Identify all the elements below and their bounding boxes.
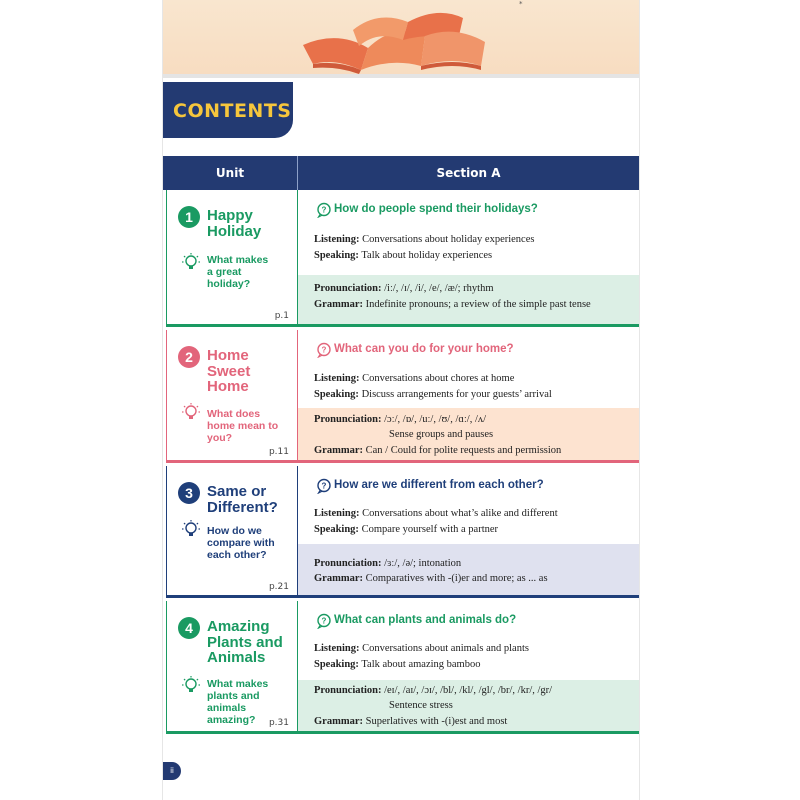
pronunciation-line-label: Pronunciation: — [314, 414, 382, 425]
unit-big-question: What makes plants and animals amazing? — [207, 678, 269, 726]
lightbulb-icon — [181, 252, 201, 272]
listening-line-text: Conversations about animals and plants — [362, 643, 529, 654]
question-bubble-icon — [316, 613, 332, 629]
pronunciation-line — [314, 685, 552, 696]
table-header — [163, 156, 639, 190]
pronunciation-line-text: /ɜː/, /ə/; intonation — [384, 558, 462, 569]
listening-line-label: Listening: — [314, 508, 360, 519]
grammar-line — [314, 299, 591, 310]
unit-big-question: What does home mean to you? — [207, 408, 279, 444]
grammar-line-text: Can / Could for polite requests and permission — [365, 445, 562, 456]
speaking-line-text: Compare yourself with a partner — [361, 524, 499, 535]
unit-title: Happy Holiday — [207, 207, 262, 240]
unit-number-badge: 2 — [178, 346, 200, 368]
unit-page-reference: p.11 — [268, 447, 289, 457]
grammar-line-label: Grammar: — [314, 299, 363, 310]
unit-number-badge: 3 — [178, 482, 200, 504]
textbook-page — [162, 0, 640, 800]
unit-page-reference: p.21 — [268, 582, 289, 592]
speaking-line — [314, 659, 480, 670]
listening-line — [314, 234, 534, 245]
question-bubble-icon — [316, 478, 332, 494]
unit-title: Same or Different? — [207, 483, 278, 516]
speaking-line-text: Discuss arrangements for your guests’ arrival — [361, 389, 552, 400]
listening-line-text: Conversations about chores at home — [362, 373, 515, 384]
pronunciation-line-text: /iː/, /ɪ/, /i/, /e/, /æ/; rhythm — [384, 283, 494, 294]
column-header-section-a: Section A — [436, 166, 501, 180]
listening-line-label: Listening: — [314, 234, 360, 245]
lightbulb-icon — [181, 675, 201, 695]
unit-big-question: What makes a great holiday? — [207, 254, 269, 290]
lightbulb-icon — [181, 519, 201, 539]
unit-info-cell — [166, 330, 298, 463]
pronunciation-line-label: Pronunciation: — [314, 685, 382, 696]
grammar-line-label: Grammar: — [314, 716, 363, 727]
grammar-line — [314, 573, 548, 584]
question-bubble-icon — [316, 342, 332, 358]
unit-info-cell — [166, 190, 298, 327]
svg-text:?: ? — [321, 481, 327, 491]
banner-divider — [163, 74, 639, 78]
unit-number-badge: 4 — [178, 617, 200, 639]
listening-line — [314, 643, 529, 654]
contents-heading-tab — [163, 82, 293, 138]
pronunciation-line — [314, 558, 461, 569]
speaking-line-label: Speaking: — [314, 659, 359, 670]
section-question: What can you do for your home? — [334, 343, 514, 355]
unit-bottom-rule — [166, 731, 639, 734]
speaking-line-label: Speaking: — [314, 389, 359, 400]
grammar-line — [314, 445, 561, 456]
pronunciation-line-text: /ɔː/, /ɒ/, /uː/, /ʊ/, /ɑː/, /ʌ/ — [384, 414, 487, 425]
section-question: How do people spend their holidays? — [334, 203, 538, 215]
unit-row — [163, 190, 639, 327]
pronunciation-line-label: Pronunciation: — [314, 283, 382, 294]
pronunciation-line — [314, 414, 486, 425]
grammar-line — [314, 716, 507, 727]
unit-row — [163, 330, 639, 463]
unit-page-reference: p.1 — [274, 311, 289, 321]
grammar-line-label: Grammar: — [314, 445, 363, 456]
grammar-line-label: Grammar: — [314, 573, 363, 584]
listening-line — [314, 508, 558, 519]
unit-info-cell — [166, 601, 298, 734]
unit-bottom-rule — [166, 595, 639, 598]
listening-line-label: Listening: — [314, 643, 360, 654]
question-bubble-icon — [316, 202, 332, 218]
unit-number-badge: 1 — [178, 206, 200, 228]
lightbulb-icon — [181, 402, 201, 422]
unit-title: Amazing Plants and Animals — [207, 618, 283, 666]
unit-row — [163, 601, 639, 734]
section-question: What can plants and animals do? — [334, 614, 517, 626]
open-book-illustration — [163, 0, 639, 78]
svg-text:?: ? — [321, 205, 327, 215]
grammar-line-text: Superlatives with -(i)est and most — [365, 716, 508, 727]
listening-line-label: Listening: — [314, 373, 360, 384]
pronunciation-line — [314, 283, 494, 294]
listening-line — [314, 373, 514, 384]
unit-page-reference: p.31 — [268, 718, 289, 728]
pronunciation-line-label: Pronunciation: — [314, 558, 382, 569]
section-question: How are we different from each other? — [334, 479, 544, 491]
unit-info-cell — [166, 466, 298, 598]
contents-title: CONTENTS — [173, 100, 292, 122]
unit-title: Home Sweet Home — [207, 347, 251, 395]
unit-row — [163, 466, 639, 598]
grammar-line-text: Indefinite pronouns; a review of the simple past tense — [365, 299, 591, 310]
book-illustration-banner — [163, 0, 639, 78]
pronunciation-extra: Sentence stress — [389, 700, 453, 711]
speaking-line — [314, 389, 552, 400]
section-a-cell — [298, 330, 639, 463]
speaking-line-label: Speaking: — [314, 250, 359, 261]
speaking-line-text: Talk about amazing bamboo — [361, 659, 481, 670]
svg-text:*: * — [519, 0, 523, 8]
svg-text:?: ? — [321, 616, 327, 626]
pronunciation-extra: Sense groups and pauses — [389, 429, 494, 440]
unit-bottom-rule — [166, 324, 639, 327]
page-number-tab: ii — [163, 762, 181, 780]
section-a-cell — [298, 190, 639, 327]
speaking-line — [314, 524, 498, 535]
section-a-cell — [298, 601, 639, 734]
section-a-cell — [298, 466, 639, 598]
listening-line-text: Conversations about what’s alike and different — [362, 508, 558, 519]
pronunciation-line-text: /eɪ/, /aɪ/, /ɔɪ/, /bl/, /kl/, /gl/, /br/, /kr/, /gr/ — [384, 685, 553, 696]
grammar-line-text: Comparatives with -(i)er and more; as ... as — [365, 573, 548, 584]
unit-big-question: How do we compare with each other? — [207, 525, 275, 561]
svg-text:?: ? — [321, 345, 327, 355]
speaking-line-label: Speaking: — [314, 524, 359, 535]
listening-line-text: Conversations about holiday experiences — [362, 234, 535, 245]
unit-bottom-rule — [166, 460, 639, 463]
column-header-unit: Unit — [215, 166, 245, 180]
speaking-line — [314, 250, 492, 261]
pronunciation-grammar-panel — [298, 544, 639, 598]
speaking-line-text: Talk about holiday experiences — [361, 250, 493, 261]
